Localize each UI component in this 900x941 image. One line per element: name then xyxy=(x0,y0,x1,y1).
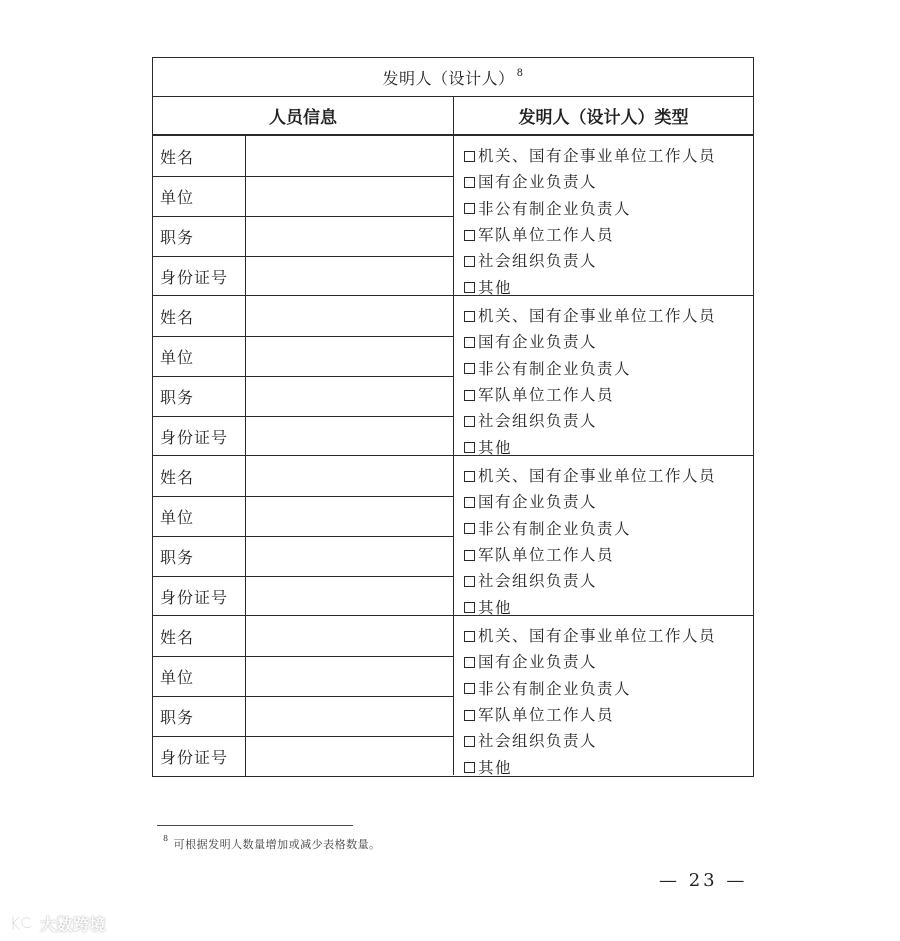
type-option-soe-head[interactable] xyxy=(464,488,753,514)
name-field[interactable] xyxy=(246,136,453,176)
type-option-soe-head[interactable] xyxy=(464,168,753,194)
position-label: 职务 xyxy=(153,377,246,416)
person-block xyxy=(153,455,753,615)
checkbox-icon[interactable] xyxy=(464,442,475,453)
type-option-state-personnel[interactable] xyxy=(464,622,753,648)
type-option-state-personnel[interactable] xyxy=(464,462,753,488)
name-field[interactable] xyxy=(246,456,453,496)
option-label: 非公有制企业负责人 xyxy=(478,199,632,218)
position-row xyxy=(153,216,453,256)
footnote-divider xyxy=(157,825,353,826)
option-label: 社会组织负责人 xyxy=(478,412,598,431)
id-number-field[interactable] xyxy=(246,737,453,776)
type-option-private-enterprise-head[interactable] xyxy=(464,355,753,381)
checkbox-icon[interactable] xyxy=(464,497,475,508)
name-label: 姓名 xyxy=(153,616,246,656)
position-label: 职务 xyxy=(153,217,246,256)
id-number-row xyxy=(153,576,453,616)
organization-row xyxy=(153,176,453,216)
type-option-military-personnel[interactable] xyxy=(464,701,753,727)
id-number-label: 身份证号 xyxy=(153,577,246,616)
option-label: 其他 xyxy=(478,758,513,777)
type-option-social-org-head[interactable] xyxy=(464,247,753,273)
position-field[interactable] xyxy=(246,377,453,416)
position-label: 职务 xyxy=(153,697,246,736)
organization-label: 单位 xyxy=(153,657,246,696)
type-option-soe-head[interactable] xyxy=(464,648,753,674)
checkbox-icon[interactable] xyxy=(464,282,475,293)
checkbox-icon[interactable] xyxy=(464,256,475,267)
table-title xyxy=(153,58,753,97)
inventor-type-header: 发明人（设计人）类型 xyxy=(454,97,753,135)
organization-row xyxy=(153,336,453,376)
option-label: 社会组织负责人 xyxy=(478,572,598,591)
checkbox-icon[interactable] xyxy=(464,710,475,721)
option-label: 机关、国有企事业单位工作人员 xyxy=(478,147,717,166)
option-label: 其他 xyxy=(478,438,513,457)
id-number-row xyxy=(153,416,453,456)
organization-row xyxy=(153,656,453,696)
name-row xyxy=(153,616,453,656)
checkbox-icon[interactable] xyxy=(464,390,475,401)
organization-field[interactable] xyxy=(246,657,453,696)
name-row xyxy=(153,136,453,176)
checkbox-icon[interactable] xyxy=(464,576,475,587)
checkbox-icon[interactable] xyxy=(464,230,475,241)
option-label: 军队单位工作人员 xyxy=(478,226,615,245)
page-number: — 23 — xyxy=(659,870,748,891)
type-option-private-enterprise-head[interactable] xyxy=(464,195,753,221)
type-option-soe-head[interactable] xyxy=(464,328,753,354)
option-label: 非公有制企业负责人 xyxy=(478,679,632,698)
position-label: 职务 xyxy=(153,537,246,576)
option-label: 国有企业负责人 xyxy=(478,333,598,352)
personnel-info-fields xyxy=(153,616,454,775)
personnel-info-header: 人员信息 xyxy=(153,97,454,135)
type-option-social-org-head[interactable] xyxy=(464,407,753,433)
personnel-info-fields xyxy=(153,296,454,455)
organization-field[interactable] xyxy=(246,337,453,376)
person-block xyxy=(153,295,753,455)
inventor-type-options xyxy=(454,296,753,455)
footnote-reference: 8 xyxy=(516,67,524,79)
id-number-field[interactable] xyxy=(246,577,453,616)
type-option-social-org-head[interactable] xyxy=(464,567,753,593)
type-option-private-enterprise-head[interactable] xyxy=(464,675,753,701)
position-row xyxy=(153,376,453,416)
inventor-table xyxy=(152,57,754,777)
type-option-other[interactable] xyxy=(464,753,753,779)
name-row xyxy=(153,456,453,496)
position-row xyxy=(153,536,453,576)
kc-logo-icon xyxy=(10,914,36,932)
type-option-private-enterprise-head[interactable] xyxy=(464,515,753,541)
name-label: 姓名 xyxy=(153,296,246,336)
type-option-state-personnel[interactable] xyxy=(464,302,753,328)
footnote-number: 8 xyxy=(163,834,169,843)
person-block xyxy=(153,615,753,775)
checkbox-icon[interactable] xyxy=(464,416,475,427)
id-number-label: 身份证号 xyxy=(153,257,246,296)
name-label: 姓名 xyxy=(153,456,246,496)
option-label: 军队单位工作人员 xyxy=(478,546,615,565)
type-option-military-personnel[interactable] xyxy=(464,221,753,247)
person-block xyxy=(153,135,753,295)
checkbox-icon[interactable] xyxy=(464,631,475,642)
organization-row xyxy=(153,496,453,536)
watermark xyxy=(10,911,106,935)
option-label: 国有企业负责人 xyxy=(478,173,598,192)
option-label: 国有企业负责人 xyxy=(478,653,598,672)
checkbox-icon[interactable] xyxy=(464,151,475,162)
checkbox-icon[interactable] xyxy=(464,311,475,322)
checkbox-icon[interactable] xyxy=(464,602,475,613)
name-field[interactable] xyxy=(246,296,453,336)
inventor-type-options xyxy=(454,456,753,615)
footnote xyxy=(163,836,381,852)
checkbox-icon[interactable] xyxy=(464,683,475,694)
option-label: 机关、国有企事业单位工作人员 xyxy=(478,307,717,326)
checkbox-icon[interactable] xyxy=(464,363,475,374)
option-label: 社会组织负责人 xyxy=(478,732,598,751)
id-number-row xyxy=(153,736,453,776)
checkbox-icon[interactable] xyxy=(464,550,475,561)
id-number-label: 身份证号 xyxy=(153,737,246,776)
table-title-text: 发明人（设计人） xyxy=(382,68,515,88)
personnel-info-fields xyxy=(153,136,454,295)
id-number-field[interactable] xyxy=(246,417,453,456)
option-label: 机关、国有企事业单位工作人员 xyxy=(478,627,717,646)
type-option-military-personnel[interactable] xyxy=(464,541,753,567)
inventor-type-options xyxy=(454,616,753,775)
id-number-row xyxy=(153,256,453,296)
checkbox-icon[interactable] xyxy=(464,337,475,348)
option-label: 军队单位工作人员 xyxy=(478,386,615,405)
id-number-field[interactable] xyxy=(246,257,453,296)
id-number-label: 身份证号 xyxy=(153,417,246,456)
organization-field[interactable] xyxy=(246,177,453,216)
option-label: 非公有制企业负责人 xyxy=(478,519,632,538)
option-label: 机关、国有企事业单位工作人员 xyxy=(478,467,717,486)
position-row xyxy=(153,696,453,736)
type-option-social-org-head[interactable] xyxy=(464,727,753,753)
organization-label: 单位 xyxy=(153,497,246,536)
personnel-info-fields xyxy=(153,456,454,615)
organization-field[interactable] xyxy=(246,497,453,536)
option-label: 国有企业负责人 xyxy=(478,493,598,512)
name-label: 姓名 xyxy=(153,136,246,176)
footnote-text: 可根据发明人数量增加或减少表格数量。 xyxy=(173,838,381,851)
option-label: 其他 xyxy=(478,278,513,297)
type-option-military-personnel[interactable] xyxy=(464,381,753,407)
name-row xyxy=(153,296,453,336)
option-label: 其他 xyxy=(478,598,513,617)
checkbox-icon[interactable] xyxy=(464,203,475,214)
option-label: 非公有制企业负责人 xyxy=(478,359,632,378)
checkbox-icon[interactable] xyxy=(464,762,475,773)
checkbox-icon[interactable] xyxy=(464,657,475,668)
position-field[interactable] xyxy=(246,537,453,576)
organization-label: 单位 xyxy=(153,177,246,216)
option-label: 社会组织负责人 xyxy=(478,252,598,271)
checkbox-icon[interactable] xyxy=(464,736,475,747)
type-option-state-personnel[interactable] xyxy=(464,142,753,168)
checkbox-icon[interactable] xyxy=(464,177,475,188)
organization-label: 单位 xyxy=(153,337,246,376)
inventor-type-options xyxy=(454,136,753,295)
position-field[interactable] xyxy=(246,217,453,256)
option-label: 军队单位工作人员 xyxy=(478,706,615,725)
name-field[interactable] xyxy=(246,616,453,656)
position-field[interactable] xyxy=(246,697,453,736)
checkbox-icon[interactable] xyxy=(464,471,475,482)
checkbox-icon[interactable] xyxy=(464,523,475,534)
watermark-text: 大数跨境 xyxy=(40,914,107,934)
